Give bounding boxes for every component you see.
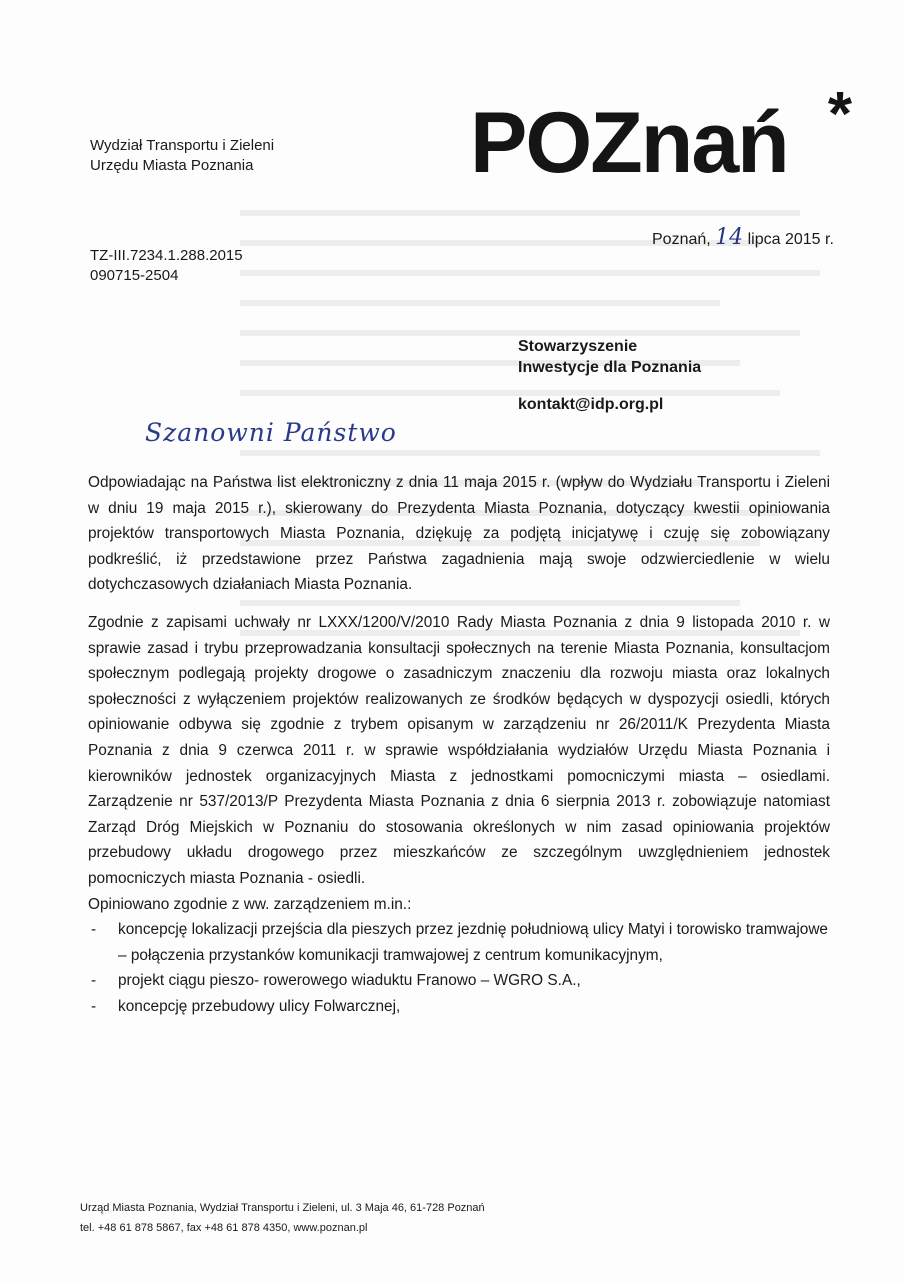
recipient-block xyxy=(518,336,701,415)
poznan-logo xyxy=(470,80,860,194)
document-number: 090715-2504 xyxy=(90,267,179,284)
sender-block xyxy=(90,136,274,176)
letter-body xyxy=(88,470,830,1019)
logo-wordmark: POZnań xyxy=(470,95,788,191)
list-item: - koncepcję przebudowy ulicy Folwarcznej, xyxy=(88,994,830,1020)
date-city: Poznań, xyxy=(652,231,711,248)
footer-contact: tel. +48 61 878 5867, fax +48 61 878 4350, www.poznan.pl xyxy=(80,1222,368,1234)
date-day-handwritten: 14 xyxy=(715,225,744,250)
recipient-name-line1: Stowarzyszenie xyxy=(518,338,638,355)
list-item: - projekt ciągu pieszo- rowerowego wiaduktu Franowo – WGRO S.A., xyxy=(88,968,830,994)
case-number: TZ-III.7234.1.288.2015 xyxy=(90,247,243,264)
opinion-list xyxy=(88,917,830,1019)
body-paragraph-1: Odpowiadając na Państwa list elektroniczny z dnia 11 maja 2015 r. (wpływ do Wydziału Transportu i Zieleni w dniu 19 maja 2015 r.), skierowany do Prezydenta Miasta Poznania, dotyczący kwestii opiniowania projektów transportowych Miasta Poznania, dziękuję za podjętą inicjatywę i czuję się zobowiązany podkreślić, iż przedstawione przez Państwa zagadnienia mają swoje odzwierciedlenie w wielu dotychczasowych działaniach Miasta Poznania. xyxy=(88,474,830,594)
reference-numbers xyxy=(90,246,243,286)
body-paragraph-2: Zgodnie z zapisami uchwały nr LXXX/1200/V/2010 Rady Miasta Poznania z dnia 9 listopada 2010 r. w sprawie zasad i trybu przeprowadzania konsultacji społecznych na terenie Miasta Poznania, konsultacjom społecznym podlegają projekty drogowe o zasadniczym znaczeniu dla rozwoju miasta oraz lokalnych społeczności z wyłączeniem projektów realizowanych ze środków będących w dyspozycji osiedli, których opiniowanie odbywa się zgodnie z trybem opisanym w zarządzeniu nr 26/2011/K Prezydenta Miasta Poznania z dnia 9 czerwca 2011 r. w sprawie współdziałania wydziałów Urzędu Miasta Poznania i kierowników jednostek organizacyjnych Miasta z jednostkami pomocniczymi miasta – osiedlami. Zarządzenie nr 537/2013/P Prezydenta Miasta Poznania z dnia 6 sierpnia 2013 r. zobowiązuje natomiast Zarząd Dróg Miejskich w Poznaniu do stosowania określonych w nim zasad opiniowania projektów przebudowy układu drogowego przez mieszkańców ze szczególnym uwzględnieniem jednostek pomocniczych miasta Poznania - osiedli. xyxy=(88,613,830,887)
letter-footer xyxy=(80,1198,485,1238)
date-month-year: lipca 2015 r. xyxy=(747,231,834,248)
sender-office: Urzędu Miasta Poznania xyxy=(90,157,254,174)
handwritten-salutation: Szanowni Państwo xyxy=(145,418,397,447)
recipient-email: kontakt@idp.org.pl xyxy=(518,396,664,413)
letter-date xyxy=(652,225,834,250)
footer-address: Urząd Miasta Poznania, Wydział Transportu i Zieleni, ul. 3 Maja 46, 61-728 Poznań xyxy=(80,1202,485,1214)
list-item: - koncepcję lokalizacji przejścia dla pieszych przez jezdnię południową ulicy Matyi i torowisko tramwajowe – połączenia przystanków komunikacji tramwajowej z centrum komunikacyjnym, xyxy=(88,917,830,968)
list-intro: Opiniowano zgodnie z ww. zarządzeniem m.in.: xyxy=(88,895,412,913)
recipient-name-line2: Inwestycje dla Poznania xyxy=(518,359,702,376)
sender-department: Wydział Transportu i Zieleni xyxy=(90,137,275,154)
logo-star-icon: * xyxy=(827,80,852,149)
